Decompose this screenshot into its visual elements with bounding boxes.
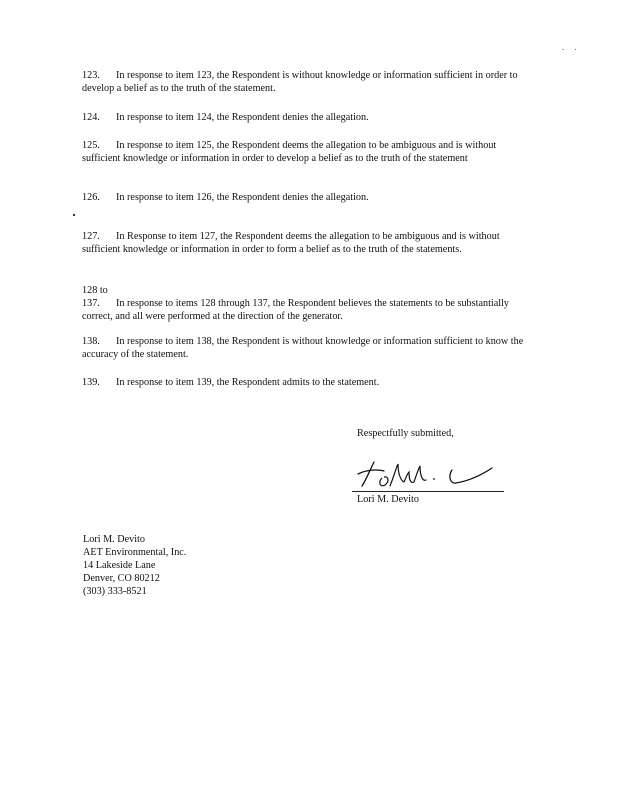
handwritten-signature [352, 452, 502, 492]
signature-line [352, 491, 504, 492]
item-range-start: 128 to [82, 285, 108, 296]
response-items-128-137 [82, 284, 534, 323]
item-text: In response to items 128 through 137, the Respondent believes the statements to be substantially correct, and all were performed at the direction of the generator. [82, 298, 509, 322]
closing-line: Respectfully submitted, [357, 428, 454, 439]
item-text: In response to item 123, the Respondent is without knowledge or information sufficient in order to develop a belief as to the truth of the statement. [82, 70, 518, 94]
item-number: 139. [82, 377, 100, 388]
response-item-126 [82, 191, 534, 204]
address-street: 14 Lakeside Lane [83, 560, 156, 571]
response-item-125 [82, 139, 534, 165]
signer-name: Lori M. Devito [357, 494, 419, 505]
address-city: Denver, CO 80212 [83, 573, 160, 584]
address-company: AET Environmental, Inc. [83, 547, 187, 558]
response-item-138 [82, 335, 534, 361]
response-item-124 [82, 111, 534, 124]
item-text: In response to item 124, the Respondent denies the allegation. [116, 112, 369, 123]
response-item-139 [82, 376, 534, 389]
item-number: 126. [82, 192, 100, 203]
item-number: 124. [82, 112, 100, 123]
item-number: 125. [82, 140, 100, 151]
item-number: 137. [82, 298, 100, 309]
item-text: In response to item 125, the Respondent deems the allegation to be ambiguous and is without sufficient knowledge or information in order to develop a belief as to the truth of the statement [82, 140, 497, 164]
corner-mark: . . [562, 42, 581, 52]
response-item-127 [82, 230, 534, 256]
item-text: In Response to item 127, the Respondent deems the allegation to be ambiguous and is without sufficient knowledge or information in order to form a belief as to the truth of the statements. [82, 231, 500, 255]
response-item-123 [82, 69, 534, 95]
item-number: 127. [82, 231, 100, 242]
item-number: 138. [82, 336, 100, 347]
address-name: Lori M. Devito [83, 534, 145, 545]
sender-address-block [83, 533, 186, 598]
item-text: In response to item 126, the Respondent denies the allegation. [116, 192, 369, 203]
stray-mark [73, 214, 75, 216]
address-phone: (303) 333-8521 [83, 586, 147, 597]
item-text: In response to item 138, the Respondent is without knowledge or information sufficient to know the accuracy of the statement. [82, 336, 524, 360]
item-number: 123. [82, 70, 100, 81]
item-text: In response to item 139, the Respondent admits to the statement. [116, 377, 380, 388]
